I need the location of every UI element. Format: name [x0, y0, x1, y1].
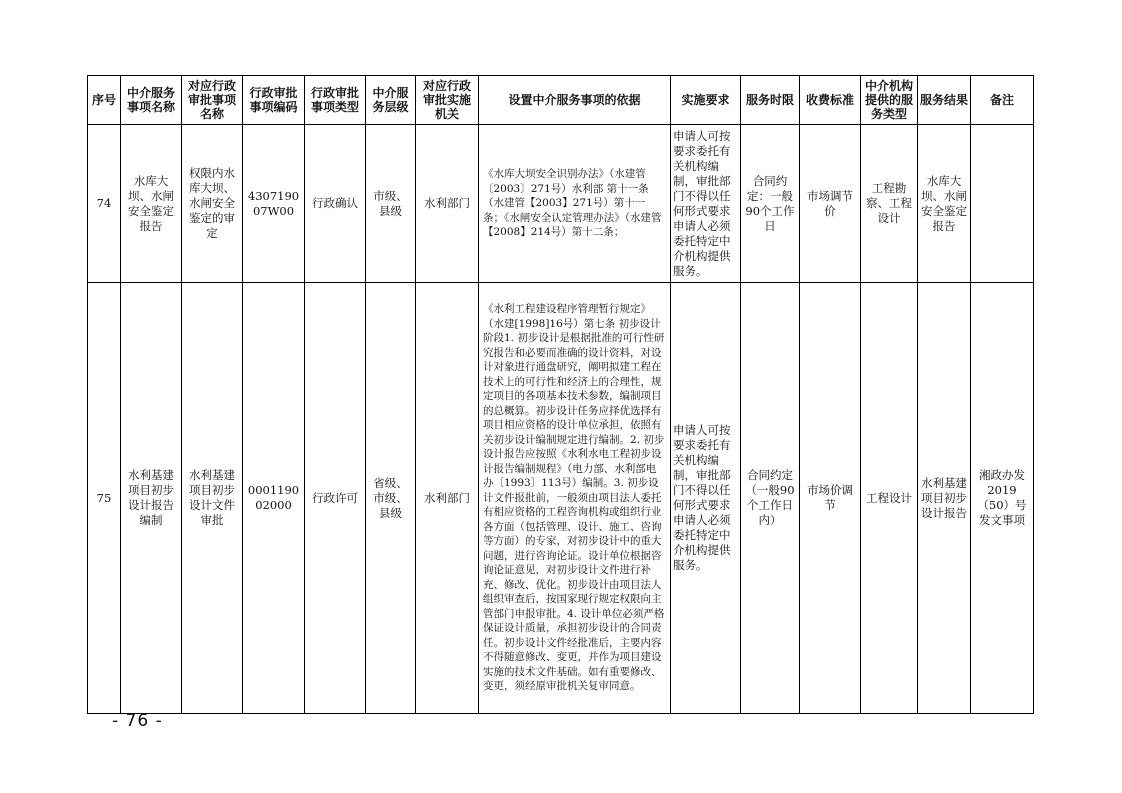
cell-provider-type: 工程勘察、工程设计	[861, 125, 918, 283]
header-provider-type: 中介机构提供的服务类型	[861, 76, 918, 125]
header-requirement: 实施要求	[671, 76, 741, 125]
cell-result: 水库大坝、水闸安全鉴定报告	[918, 125, 971, 283]
header-time-limit: 服务时限	[741, 76, 800, 125]
cell-time-limit: 合同约定（一般90个工作日内）	[741, 283, 800, 714]
header-result: 服务结果	[918, 76, 971, 125]
cell-basis: 《水库大坝安全识别办法》（水建管〔2003〕271号）水利部 第十一条 （水建管【2003】271号）第十一条；《水闸安全认定管理办法》（水建管【2008】214号）第十二条；	[479, 125, 671, 283]
header-fee-standard: 收费标准	[800, 76, 861, 125]
cell-time-limit: 合同约定：一般90个工作日	[741, 125, 800, 283]
page-number: - 76 -	[112, 711, 163, 731]
header-service-name: 中介服务事项名称	[121, 76, 182, 125]
cell-remark: 湘政办发2019（50）号发文事项	[971, 283, 1034, 714]
cell-service-name: 水库大坝、水闸安全鉴定报告	[121, 125, 182, 283]
table-header-row	[88, 76, 1034, 125]
cell-approval-type: 行政许可	[305, 283, 366, 714]
header-approval-name: 对应行政审批事项名称	[182, 76, 243, 125]
table-row	[88, 125, 1034, 283]
cell-approval-org: 水利部门	[416, 125, 479, 283]
cell-approval-type: 行政确认	[305, 125, 366, 283]
cell-requirement: 申请人可按要求委托有关机构编制，审批部门不得以任何形式要求申请人必须委托特定中介机构提供服务。	[671, 125, 741, 283]
service-items-table	[87, 75, 1034, 714]
cell-service-level: 市级、县级	[366, 125, 416, 283]
cell-remark	[971, 125, 1034, 283]
table-row	[88, 283, 1034, 714]
header-approval-code: 行政审批事项编码	[243, 76, 305, 125]
header-approval-org: 对应行政审批实施机关	[416, 76, 479, 125]
header-approval-type: 行政审批事项类型	[305, 76, 366, 125]
cell-fee-standard: 市场价调节	[800, 283, 861, 714]
cell-service-name: 水利基建项目初步设计报告编制	[121, 283, 182, 714]
cell-service-level: 省级、市级、县级	[366, 283, 416, 714]
header-service-level: 中介服务层级	[366, 76, 416, 125]
cell-basis: 《水利工程建设程序管理暂行规定》（水建[1998]16号）第七条 初步设计阶段1. 初步设计是根据批准的可行性研究报告和必要而准确的设计资料，对设计对象进行通盘研究，阐明拟建工程在技术上的可行性和经济上的合理性，规定项目的各项基本技术参数，编制项目的总概算。初步设计任务应择优选择有项目相应资格的设计单位承担，依照有关初步设计编制规定进行编制。2. 初步设计报告应按照《水利水电工程初步设计报告编制规程》（电力部、水利部电办〔1993〕113号）编制。3. 初步设计文件报批前，一般须由项目法人委托有相应资格的工程咨询机构或组织行业各方面（包括管理、设计、施工、咨询等方面）的专家，对初步设计中的重大问题，进行咨询论证。设计单位根据咨询论证意见，对初步设计文件进行补充、修改、优化。初步设计由项目法人组织审查后，按国家现行规定权限向主管部门申报审批。4. 设计单位必须严格保证设计质量，承担初步设计的合同责任。初步设计文件经批准后，主要内容不得随意修改、变更，并作为项目建设实施的技术文件基础。如有重要修改、变更，须经原审批机关复审同意。	[479, 283, 671, 714]
cell-provider-type: 工程设计	[861, 283, 918, 714]
cell-seq: 74	[88, 125, 121, 283]
header-basis: 设置中介服务事项的依据	[479, 76, 671, 125]
cell-approval-code: 000119002000	[243, 283, 305, 714]
cell-seq: 75	[88, 283, 121, 714]
cell-fee-standard: 市场调节价	[800, 125, 861, 283]
cell-approval-org: 水利部门	[416, 283, 479, 714]
cell-result: 水利基建项目初步设计报告	[918, 283, 971, 714]
cell-approval-name: 权限内水库大坝、水闸安全鉴定的审定	[182, 125, 243, 283]
cell-approval-code: 430719007W00	[243, 125, 305, 283]
cell-requirement: 申请人可按要求委托有关机构编制，审批部门不得以任何形式要求申请人必须委托特定中介机构提供服务。	[671, 283, 741, 714]
header-seq: 序号	[88, 76, 121, 125]
header-remark: 备注	[971, 76, 1034, 125]
cell-approval-name: 水利基建项目初步设计文件审批	[182, 283, 243, 714]
